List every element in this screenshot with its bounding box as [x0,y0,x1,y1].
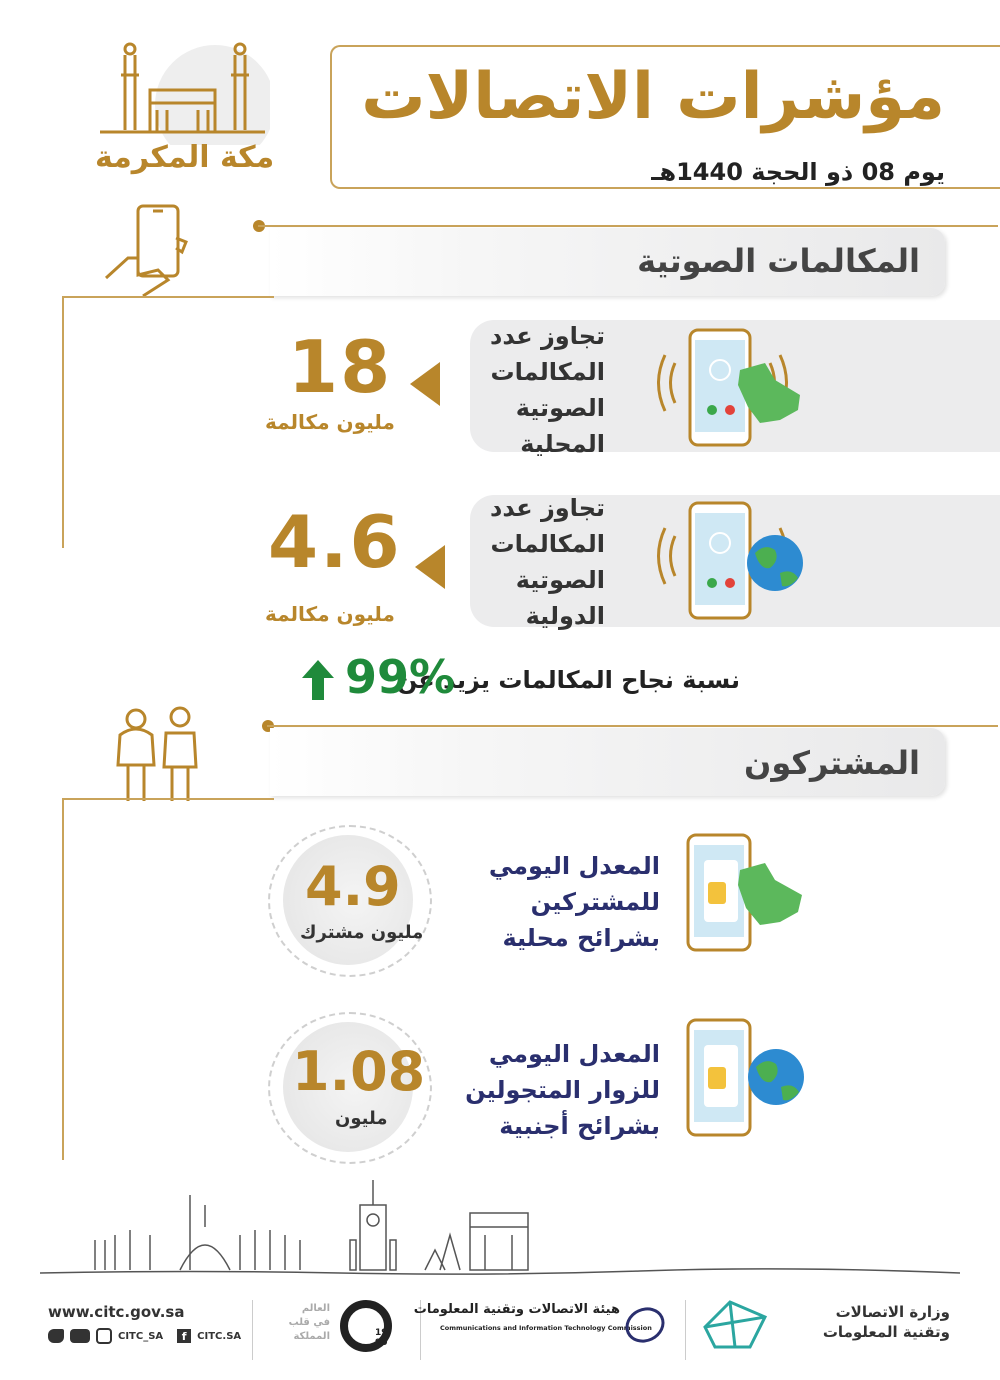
facebook-handle[interactable]: CITC.SA [197,1330,242,1342]
instagram-icon[interactable] [96,1328,112,1344]
subscribers-section-title: المشتركون [744,744,920,782]
intl-calls-text: تجاوز عدد المكالمات الصوتية الدولية [490,494,605,630]
year-top: 19 [375,1328,388,1338]
pilgrims-icon [108,705,208,805]
local-calls-text: تجاوز عدد المكالمات الصوتية المحلية [490,322,605,458]
citc-name-en: Communications and Information Technology Commission [440,1324,652,1332]
facebook-icon[interactable]: f [177,1329,191,1343]
success-rate-label: نسبة نجاح المكالمات يزيد عن [396,666,740,694]
success-rate-value: 99% [345,650,456,704]
social-icons [48,1328,241,1344]
phone-hand-icon [98,200,198,300]
twitter-icon[interactable] [48,1329,64,1343]
date-label: يوم 08 ذو الحجة 1440هـ [651,158,945,186]
slogan-line: المملكة [293,1331,330,1342]
local-calls-unit: مليون مكالمة [265,410,395,434]
local-subscribers-value: 4.9 [305,855,401,918]
phone-globe-icon [640,498,810,623]
pointer-arrow-icon [410,362,440,406]
section-bracket-vertical [62,798,64,1160]
voice-section-title: المكالمات الصوتية [637,242,920,280]
section-divider [267,725,998,727]
citc-name-ar: هيئة الاتصالات وتقنية المعلومات [413,1302,620,1317]
footer-separator [685,1300,686,1360]
youtube-icon[interactable] [70,1329,90,1343]
roaming-subscribers-unit: مليون [335,1108,388,1129]
page-title: مؤشرات الاتصالات [361,60,945,134]
website-link[interactable]: www.citc.gov.sa [48,1303,185,1321]
slogan-line: العالم [301,1303,330,1314]
roaming-subscribers-value: 1.08 [292,1040,426,1103]
pointer-arrow-icon [415,545,445,589]
year-bottom: 90 [375,1338,388,1348]
twitter-handle[interactable]: CITC_SA [118,1330,164,1342]
ministry-name-line1: وزارة الاتصالات [835,1303,950,1321]
local-subscribers-text: المعدل اليومي للمشتركين بشرائح محلية [488,852,660,952]
section-bracket [64,798,274,800]
citc-emblem-icon [620,1301,671,1349]
sim-card-icon [680,830,810,955]
local-subscribers-unit: مليون مشترك [300,922,424,943]
ministry-name-line2: وتقنية المعلومات [822,1323,950,1341]
sim-globe-icon [680,1015,810,1140]
citc-logo [413,1300,670,1360]
footer-separator [252,1300,253,1360]
ministry-emblem-icon [700,1297,770,1352]
intl-calls-unit: مليون مكالمة [265,602,395,626]
slogan-logo [270,1300,400,1360]
city-skyline-illustration [40,1175,960,1285]
arrow-up-icon [298,658,338,702]
section-bracket [64,296,274,298]
roaming-subscribers-text: المعدل اليومي للزوار المتجولين بشرائح أجنبية [465,1040,660,1140]
intl-calls-value: 4.6 [268,500,402,584]
local-calls-value: 18 [288,325,393,409]
section-bracket-vertical [62,296,64,548]
ministry-logo [700,1295,960,1360]
slogan-line: في قلب [288,1317,330,1328]
phone-call-icon [640,325,810,450]
city-name: مكة المكرمة [95,140,275,175]
kaaba-icon [95,35,270,145]
section-divider [258,225,998,227]
